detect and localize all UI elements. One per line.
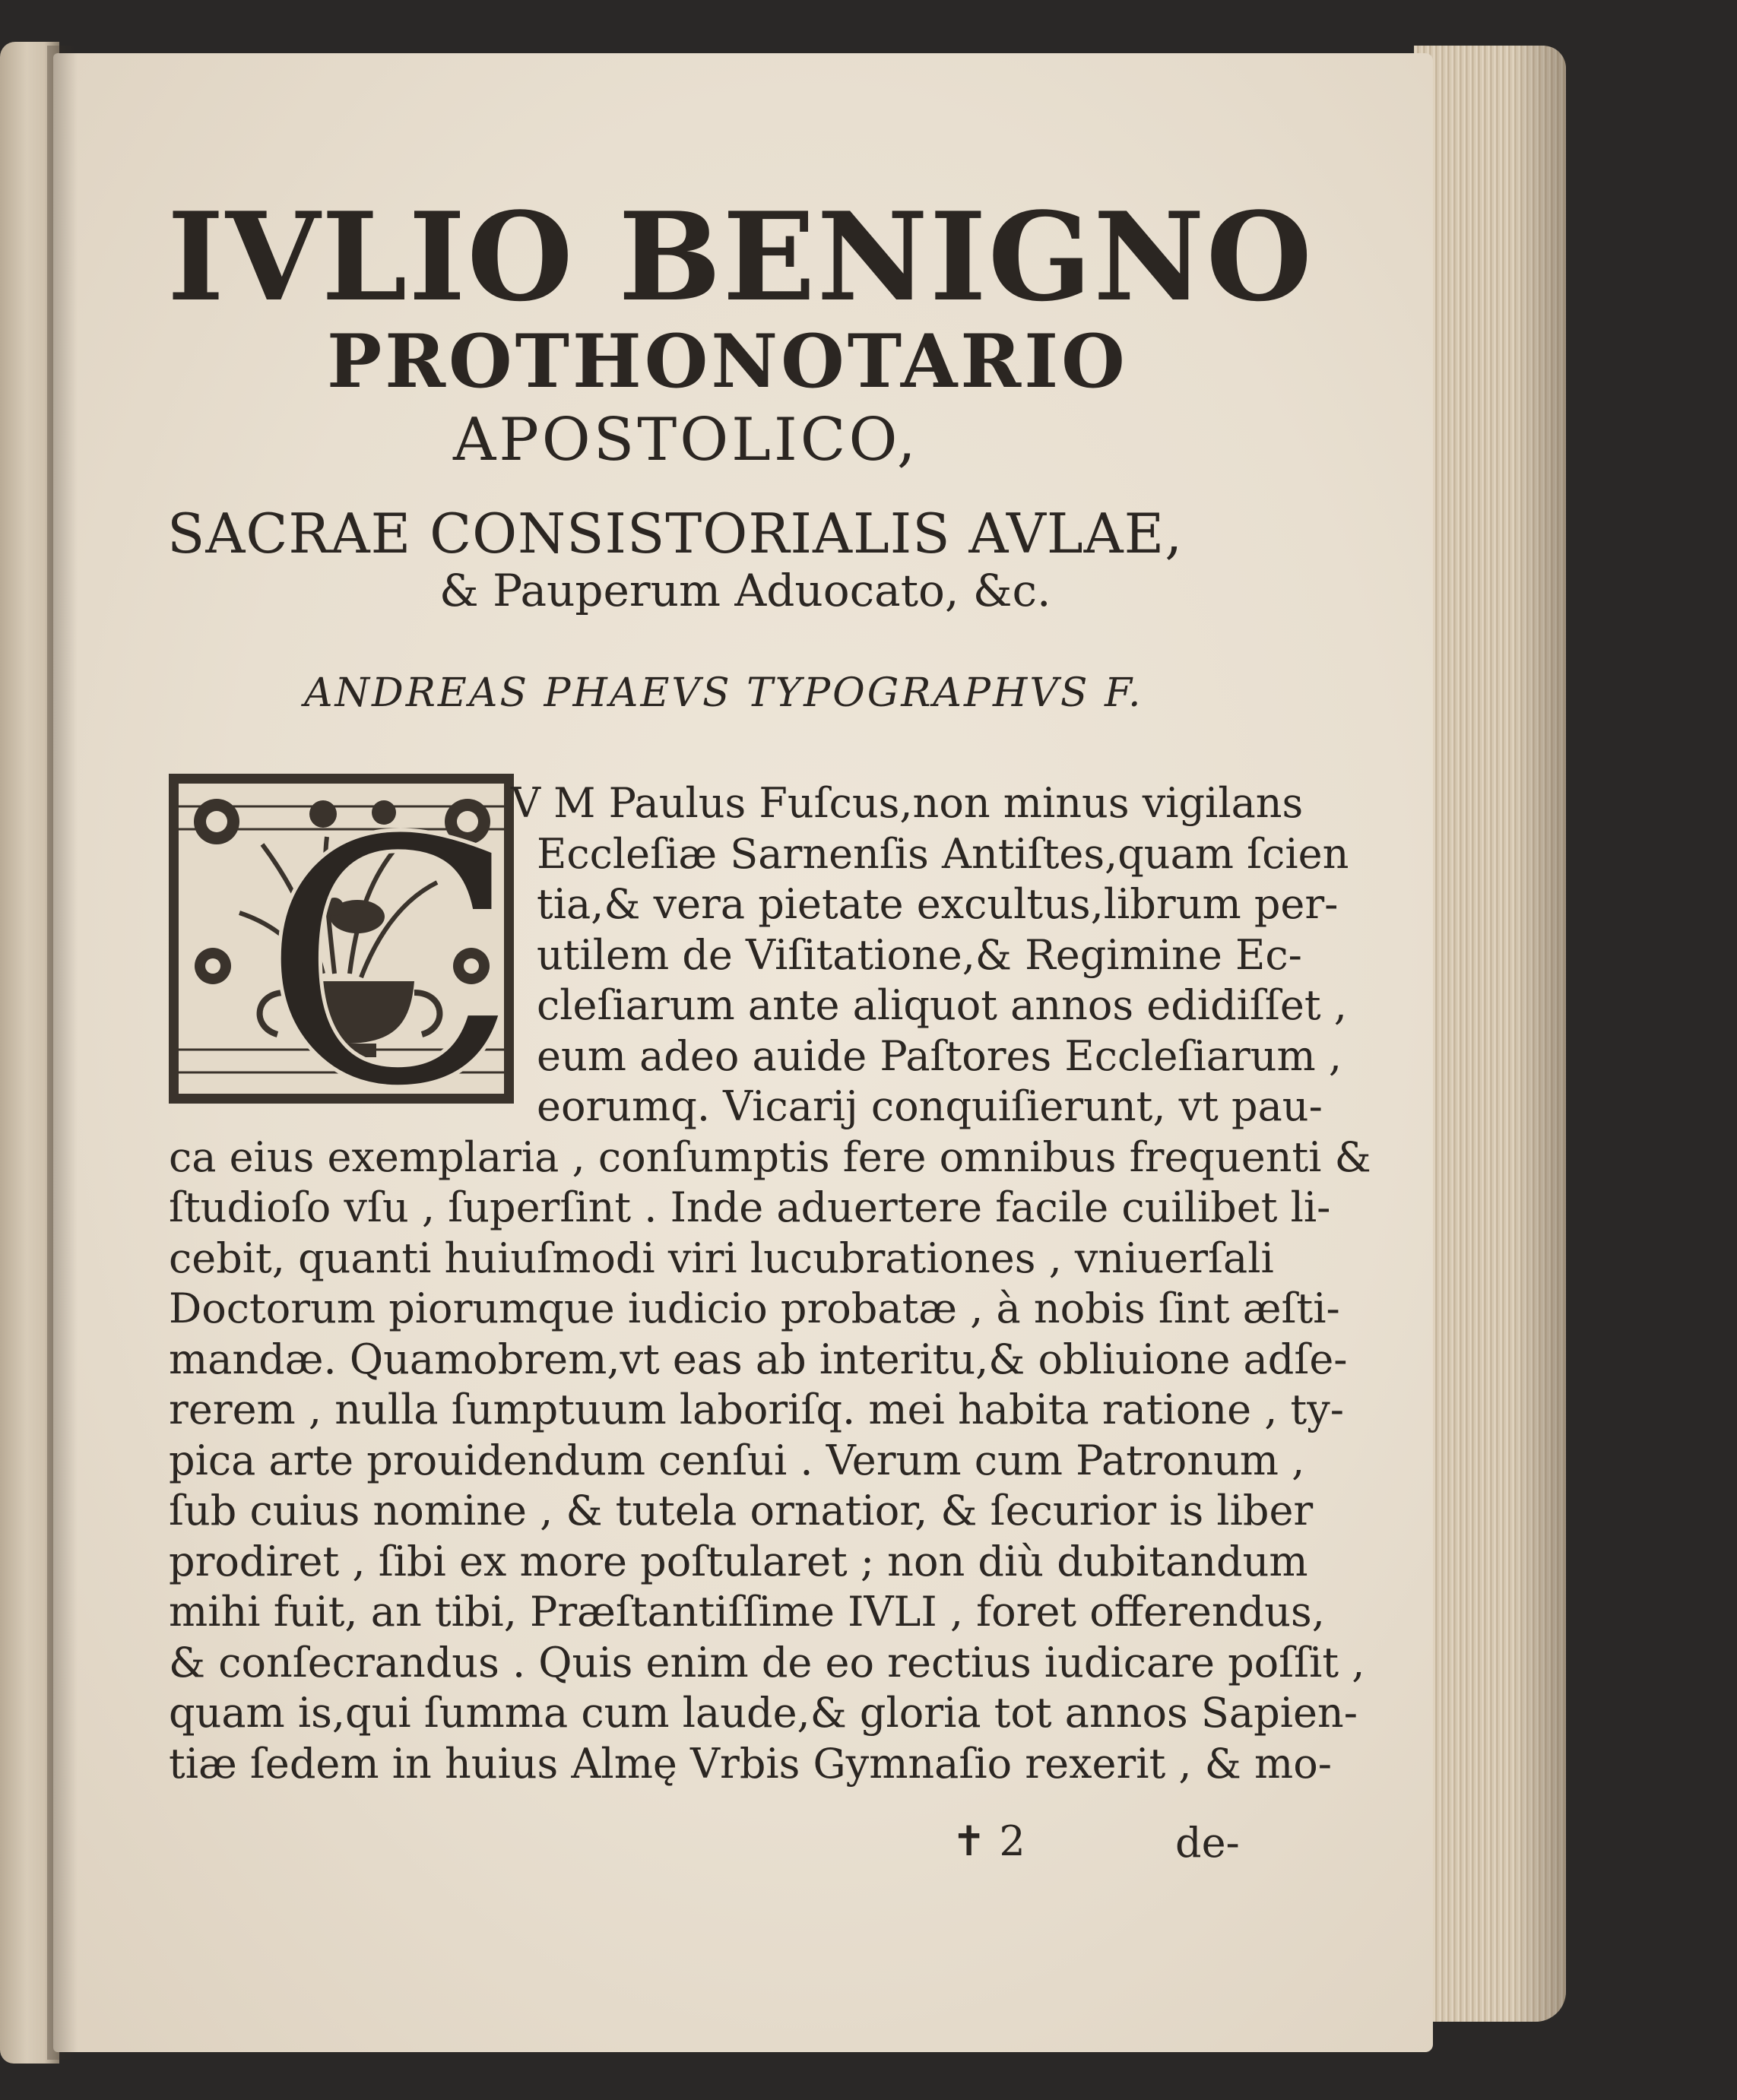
signature-mark: ✝ 2	[952, 1817, 1025, 1865]
body-line: ſub cuius nomine , & tutela ornatior, & ſecurior is liber	[169, 1487, 1314, 1535]
dedication-name: IVLIO BENIGNO	[167, 185, 1314, 328]
body-line: mihi fuit, an tibi, Præſtantiſſime IVLI , foret offerendus,	[169, 1588, 1325, 1636]
dedication-title-1: PROTHONOTARIO	[327, 318, 1128, 404]
body-line: ca eius exemplaria , conſumptis fere omnibus frequenti &	[169, 1132, 1371, 1181]
body-line: cleſiarum ante aliquot annos edidiſſet ,	[537, 981, 1347, 1029]
body-line: prodiret , ſibi ex more poſtularet ; non diù dubitandum	[169, 1537, 1308, 1585]
body-line: rerem , nulla ſumptuum laboriſq. mei habita ratione , ty-	[169, 1386, 1345, 1433]
body-line: & conſecrandus . Quis enim de eo rectius iudicare poſſit ,	[169, 1638, 1365, 1687]
body-line: cebit, quanti huiuſmodi viri lucubrationes , vniuerſali	[169, 1234, 1274, 1282]
body-line: Eccleſiæ Sarnenſis Antiſtes,quam ſcien	[537, 829, 1349, 878]
body-line: Doctorum piorumque iudicio probatæ , à nobis ſint æſti-	[169, 1284, 1340, 1332]
body-line: tia,& vera pietate excultus,librum per-	[537, 880, 1339, 928]
dedication-title-4: & Pauperum Aduocato, &c.	[439, 565, 1051, 616]
catchword: de-	[1175, 1819, 1240, 1867]
body-line: utilem de Viſitatione,& Regimine Ec-	[537, 930, 1302, 979]
page-edge-shadow	[1513, 46, 1566, 2022]
woodcut-initial	[169, 774, 514, 1104]
body-line: quam is,qui ſumma cum laude,& gloria tot annos Sapien-	[169, 1689, 1358, 1737]
body-line: ſtudioſo vſu , ſuperſint . Inde aduertere facile cuilibet li-	[169, 1183, 1331, 1231]
body-line: mandæ. Quamobrem,vt eas ab interitu,& obliuione adſe-	[169, 1335, 1348, 1383]
body-line: eorumq. Vicarij conquiſierunt, vt pau-	[537, 1082, 1323, 1130]
dedication-title-3: SACRAE CONSISTORIALIS AVLAE,	[167, 502, 1184, 565]
body-line: V M Paulus Fuſcus,non minus vigilans	[511, 779, 1304, 827]
printer-byline: ANDREAS PHAEVS TYPOGRAPHVS F.	[304, 670, 1143, 716]
dedication-title-2: APOSTOLICO,	[453, 406, 919, 474]
body-line: tiæ ſedem in huius Almę Vrbis Gymnaſio rexerit , & mo-	[169, 1739, 1332, 1788]
body-line: pica arte prouidendum cenſui . Verum cum Patronum ,	[169, 1436, 1305, 1484]
gutter-shadow	[47, 46, 78, 2060]
woodcut-initial-c-with-urn-and-bird-icon	[171, 776, 512, 1101]
svg-text:C: C	[262, 776, 512, 1101]
body-line: eum adeo auide Paſtores Eccleſiarum ,	[537, 1031, 1342, 1080]
